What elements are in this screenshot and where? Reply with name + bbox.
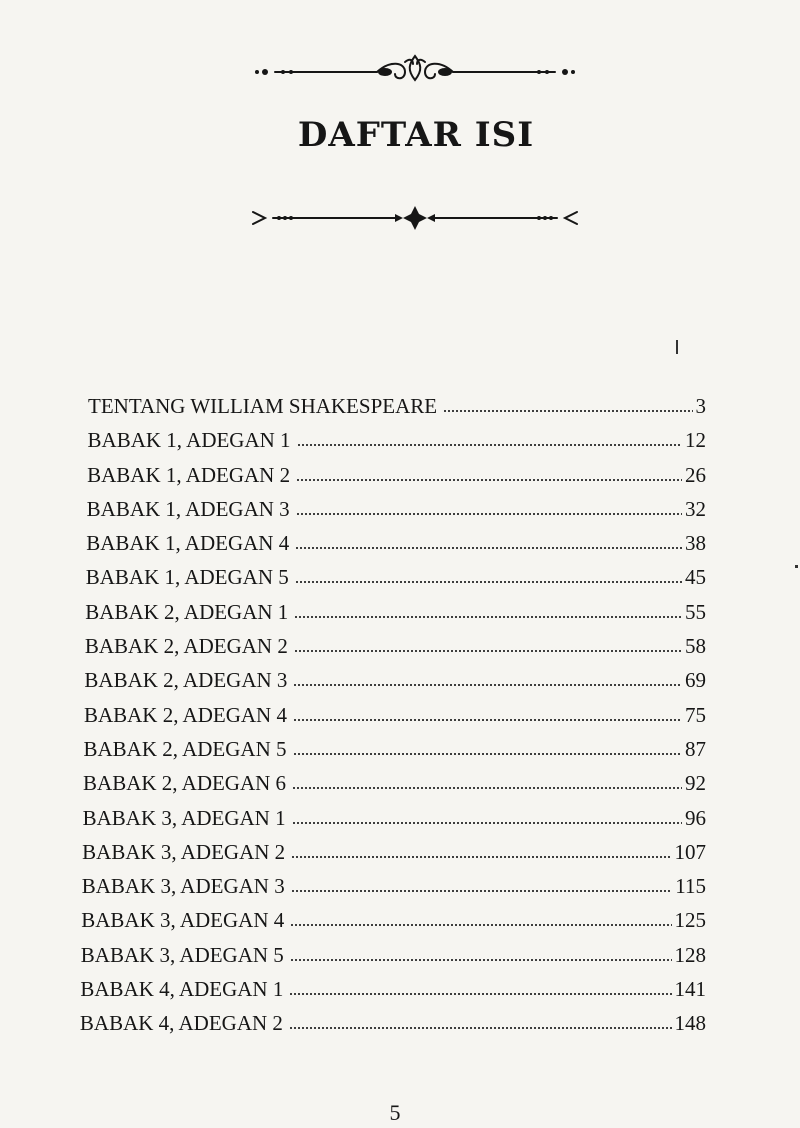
page-title: DAFTAR ISI: [297, 115, 535, 155]
dot-leader: [290, 943, 672, 962]
toc-entry-label: BABAK 3, ADEGAN 4: [81, 908, 285, 933]
toc-entry: [86, 565, 706, 599]
toc-entry-page: 87: [685, 736, 706, 761]
table-of-contents: [80, 394, 706, 1046]
toc-entry-label: BABAK 1, ADEGAN 3: [86, 496, 290, 521]
dot-leader: [296, 463, 682, 482]
toc-entry-page: 96: [685, 805, 706, 830]
toc-entry: [82, 840, 706, 874]
toc-entry-page: 115: [675, 874, 706, 899]
dot-leader: [443, 394, 692, 413]
toc-entry-page: 69: [685, 668, 706, 693]
toc-entry-page: 3: [695, 394, 706, 418]
toc-entry: [84, 668, 706, 702]
toc-entry: [81, 908, 706, 942]
dot-leader: [294, 600, 682, 619]
dot-leader: [290, 909, 671, 928]
toc-entry: [86, 531, 706, 565]
toc-entry-page: 141: [674, 977, 706, 1002]
toc-entry-page: 148: [674, 1011, 706, 1036]
toc-entry-label: BABAK 3, ADEGAN 5: [80, 942, 284, 967]
toc-entry-page: 92: [685, 771, 706, 796]
toc-entry-label: BABAK 1, ADEGAN 2: [87, 462, 291, 487]
dot-leader: [291, 840, 671, 859]
toc-entry-label: BABAK 3, ADEGAN 2: [82, 839, 286, 864]
toc-entry-page: 75: [685, 702, 706, 727]
toc-entry: [83, 806, 706, 840]
toc-entry-label: BABAK 3, ADEGAN 3: [81, 874, 285, 899]
toc-entry: [87, 497, 706, 531]
toc-entry-label: BABAK 2, ADEGAN 5: [83, 736, 287, 761]
flourish-ornament-icon: [245, 50, 585, 86]
dot-leader: [294, 634, 682, 653]
toc-entry-label: BABAK 2, ADEGAN 3: [84, 668, 288, 693]
toc-entry-page: 45: [685, 565, 706, 590]
dot-leader: [289, 1011, 672, 1030]
dot-leader: [291, 874, 673, 893]
scan-mark: [795, 565, 798, 568]
toc-entry: [88, 394, 706, 428]
dot-leader: [296, 497, 682, 516]
dot-leader: [292, 806, 682, 825]
toc-entry: [83, 771, 706, 805]
toc-entry: [82, 874, 706, 908]
toc-entry-page: 26: [685, 462, 706, 487]
toc-entry-label: BABAK 2, ADEGAN 4: [83, 702, 287, 727]
toc-entry-page: 58: [685, 634, 706, 659]
toc-entry: [88, 428, 706, 462]
toc-entry-page: 125: [674, 908, 706, 933]
toc-entry-label: TENTANG WILLIAM SHAKESPEARE: [88, 394, 438, 418]
toc-entry-label: BABAK 4, ADEGAN 2: [79, 1011, 283, 1036]
toc-entry-page: 38: [685, 531, 706, 556]
dot-leader: [289, 977, 671, 996]
toc-entry: [80, 1011, 706, 1045]
toc-entry: [80, 977, 706, 1011]
toc-entry-label: BABAK 3, ADEGAN 1: [82, 805, 286, 830]
toc-entry-label: BABAK 1, ADEGAN 5: [85, 565, 289, 590]
toc-entry-page: 128: [674, 942, 706, 967]
toc-entry-label: BABAK 4, ADEGAN 1: [80, 977, 284, 1002]
toc-entry: [84, 703, 706, 737]
dot-leader: [292, 771, 682, 790]
toc-entry-label: BABAK 1, ADEGAN 1: [87, 428, 291, 453]
toc-entry-label: BABAK 1, ADEGAN 4: [86, 531, 290, 556]
divider-ornament-icon: [245, 200, 585, 236]
dot-leader: [293, 703, 682, 722]
toc-entry: [85, 600, 706, 634]
page-number: 5: [389, 1100, 401, 1125]
dot-leader: [295, 566, 682, 585]
toc-entry-page: 55: [685, 599, 706, 624]
dot-leader: [297, 428, 682, 447]
toc-entry: [85, 634, 706, 668]
toc-entry-page: 32: [685, 496, 706, 521]
toc-entry-page: 107: [674, 839, 706, 864]
toc-entry-label: BABAK 2, ADEGAN 2: [84, 634, 288, 659]
dot-leader: [293, 668, 682, 687]
scan-mark: [676, 340, 678, 354]
dot-leader: [295, 531, 682, 550]
toc-entry: [84, 737, 707, 771]
toc-entry: [87, 463, 706, 497]
toc-entry-page: 12: [685, 428, 706, 453]
toc-entry-label: BABAK 2, ADEGAN 1: [85, 599, 289, 624]
toc-entry-label: BABAK 2, ADEGAN 6: [83, 771, 287, 796]
toc-entry: [81, 943, 706, 977]
dot-leader: [293, 737, 682, 756]
